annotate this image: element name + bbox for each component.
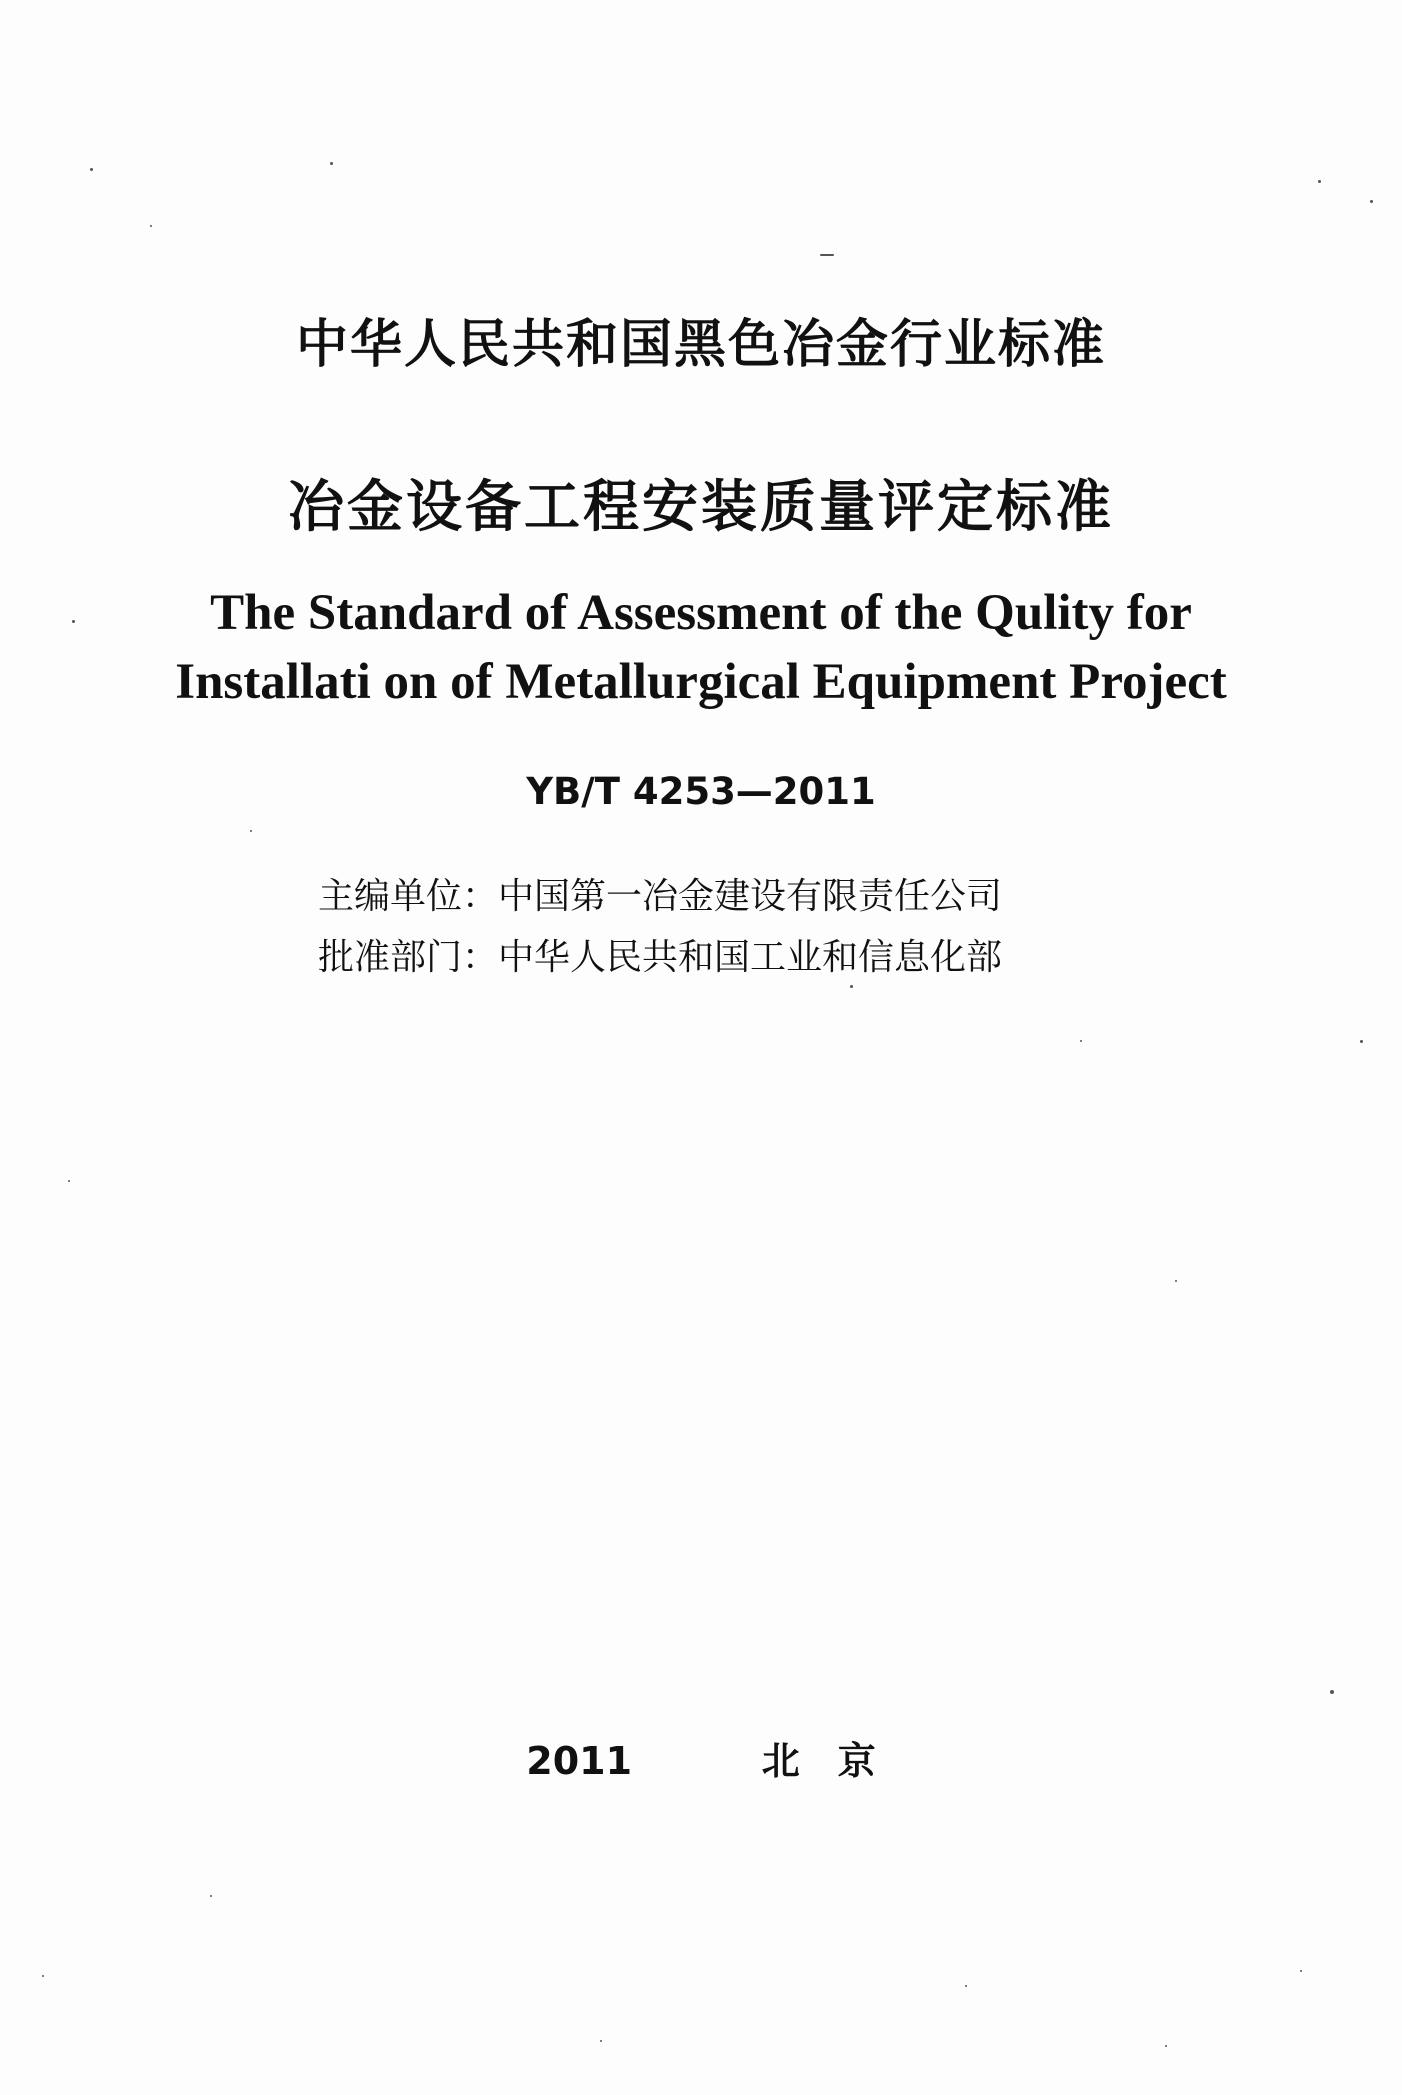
approval-department: 批准部门：中华人民共和国工业和信息化部 [318, 937, 1003, 978]
standard-code: YB/T 4253—2011 [526, 770, 876, 813]
scan-speck [1318, 180, 1321, 183]
scan-speck [150, 225, 152, 227]
scan-speck [210, 1895, 212, 1897]
scan-speck [68, 1180, 70, 1182]
scan-speck [1175, 1280, 1177, 1282]
scan-speck [1370, 200, 1373, 203]
scan-speck [1080, 1040, 1082, 1042]
scan-speck [1360, 1040, 1363, 1043]
scan-speck [820, 254, 834, 256]
chinese-title: 冶金设备工程安装质量评定标准 [288, 475, 1114, 540]
publication-city: 北 京 [761, 1739, 876, 1783]
scan-speck [1300, 1970, 1302, 1972]
scan-speck [72, 620, 75, 623]
publication-line [0, 1730, 1402, 1785]
industry-standard-heading: 中华人民共和国黑色冶金行业标准 [295, 315, 1106, 375]
scan-speck [42, 1975, 44, 1977]
scan-speck [965, 1985, 967, 1987]
scan-speck [850, 985, 853, 988]
english-title-line-2: Installati on of Metallurgical Equipment Project [175, 654, 1227, 710]
scan-speck [1165, 2045, 1167, 2047]
publication-year: 2011 [526, 1739, 633, 1783]
scan-speck [250, 830, 252, 832]
scan-speck [600, 2040, 602, 2042]
scan-speck [90, 168, 93, 171]
scan-speck [330, 162, 333, 165]
english-title-line-1: The Standard of Assessment of the Qulity for [210, 585, 1192, 641]
scan-speck [1330, 1690, 1334, 1694]
editor-unit: 主编单位：中国第一冶金建设有限责任公司 [318, 876, 1003, 917]
